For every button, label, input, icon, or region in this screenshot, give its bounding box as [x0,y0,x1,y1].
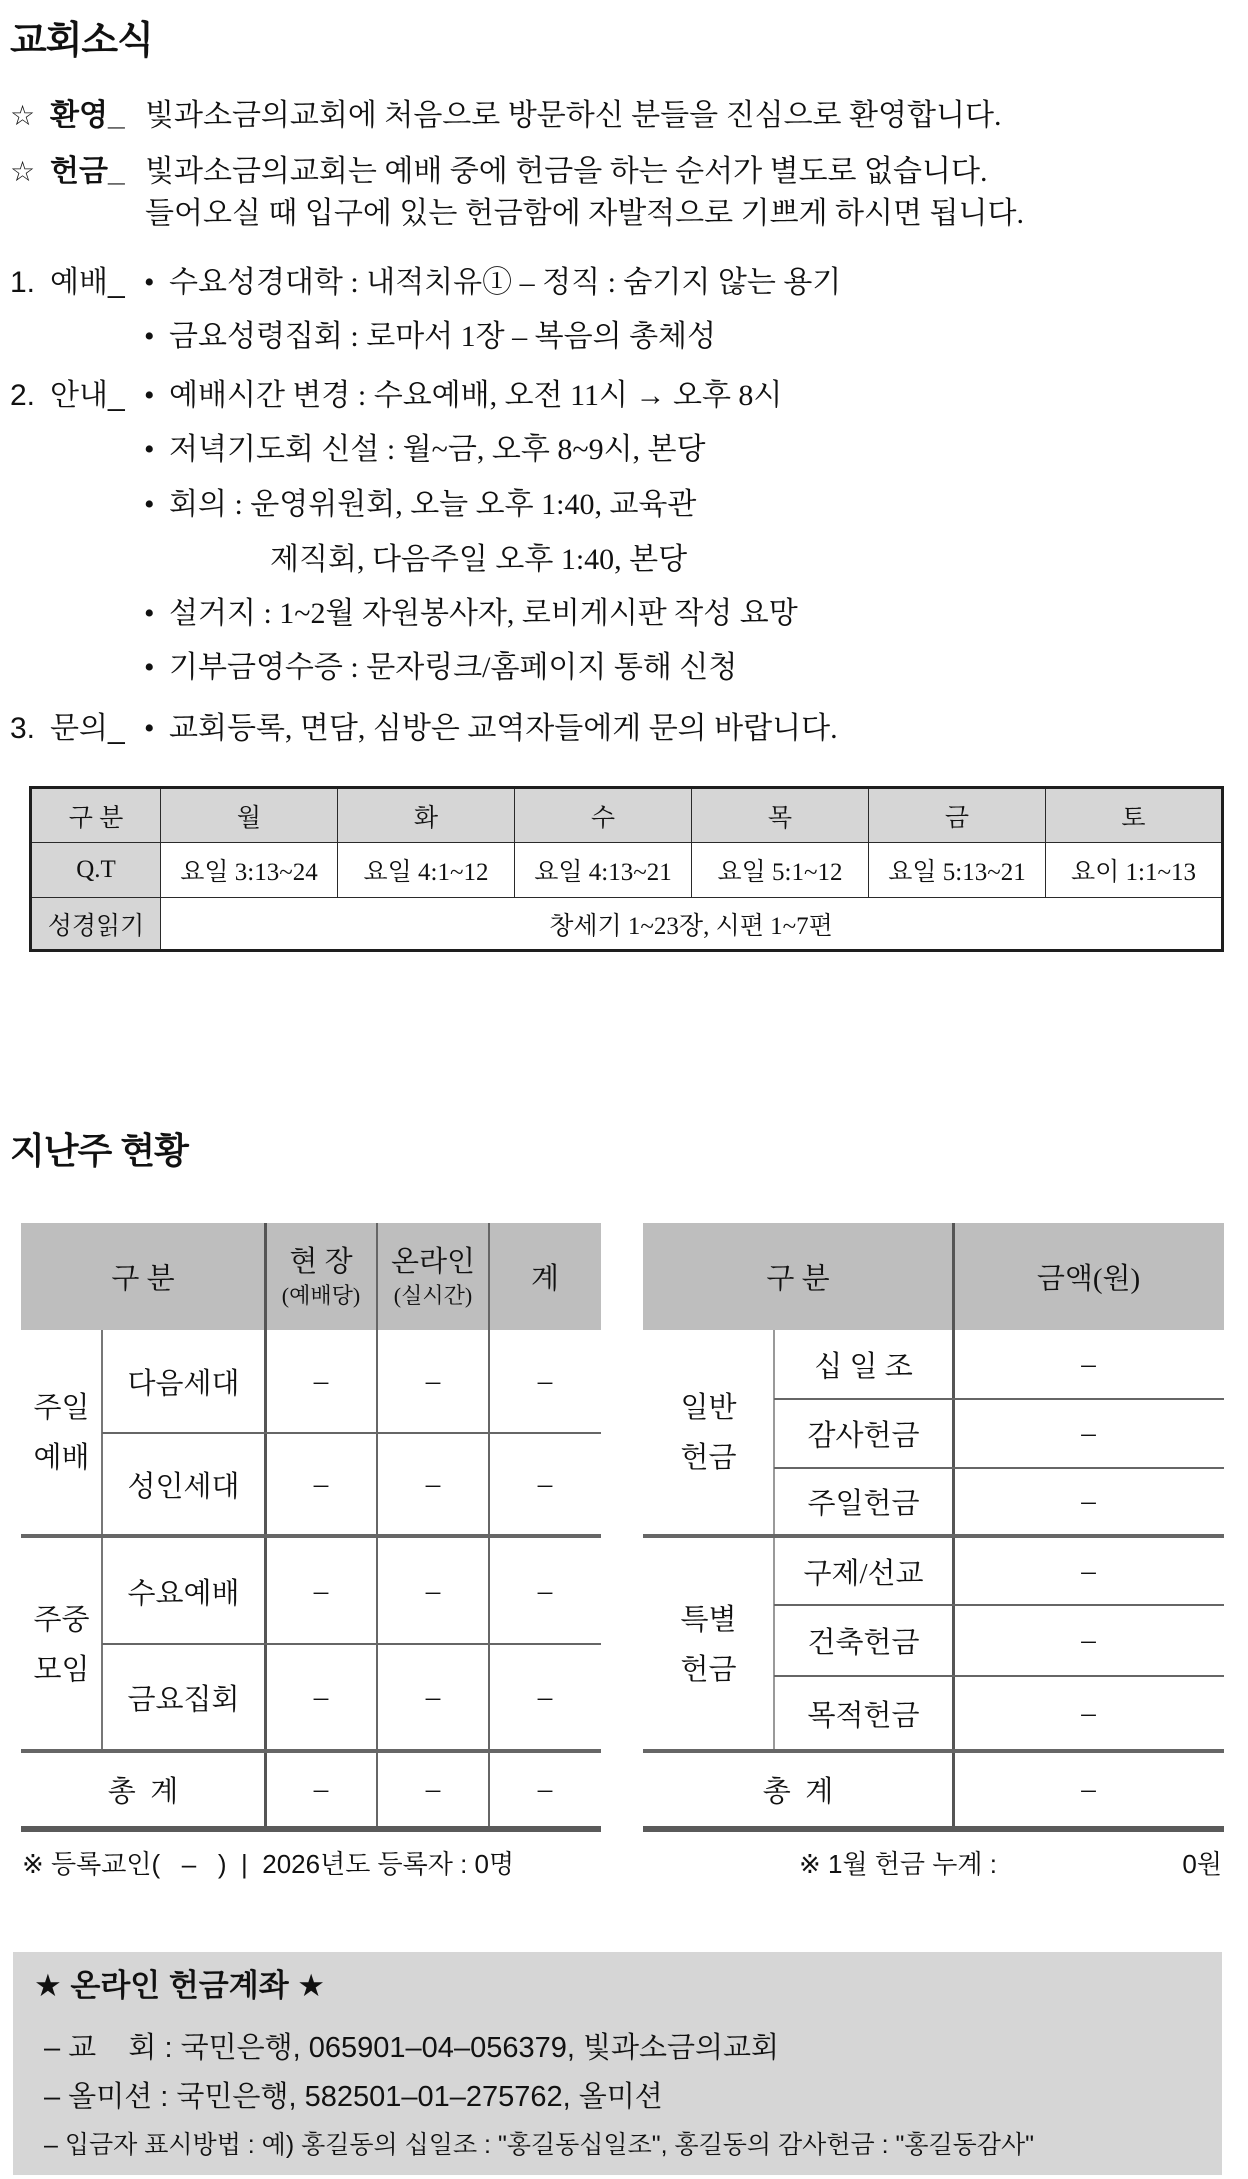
inquiry-item: 교회등록, 면담, 심방은 교역자들에게 문의 바랍니다. [169,712,838,745]
section-label-worship: 예배_ [50,266,125,299]
attendance-grand-total-online: – [425,1773,441,1805]
attendance-row-label: 금요집회 [127,1683,240,1716]
qt-cell-sat: 요이 1:1~13 [1046,843,1223,898]
qt-header-fri: 금 [869,788,1046,843]
worship-item: 금요성령집회 : 로마서 1장 – 복음의 총체성 [169,320,717,353]
offering-amount: – [1081,1696,1096,1729]
attendance-cell-total: – [537,1574,553,1607]
notice-item: 설거지 : 1~2월 자원봉사자, 로비게시판 작성 요망 [169,597,798,630]
attendance-cell-online: – [425,1574,441,1607]
bullet-icon: • [144,712,155,745]
qt-cell-mon: 요일 3:13~24 [161,843,338,898]
qt-header-tue: 화 [338,788,515,843]
table-rule [21,1826,601,1832]
group-label-line: 헌금 [680,1653,737,1686]
qt-row [31,843,1223,898]
offerings-header-amount: 금액(원) [1036,1263,1141,1295]
attendance-header-category: 구 분 [111,1263,175,1295]
offerings-grand-total-label: 총 계 [762,1776,834,1808]
bible-reading-label: 성경읽기 [31,898,161,951]
bullet-icon: • [144,651,155,684]
attendance-cell-online: – [425,1680,441,1713]
attendance-row-label: 수요예배 [127,1577,240,1610]
online-accounts-title: ★ 온라인 헌금계좌 ★ [34,1968,326,2003]
notice-item: 회의 : 운영위원회, 오늘 오후 1:40, 교육관 [169,488,697,521]
attendance-header-onsite [265,1223,377,1330]
monthly-offering-label: ※ 1월 헌금 누계 : [799,1849,997,1879]
offering-row-label: 건축헌금 [807,1627,920,1659]
offerings-group-special [643,1538,774,1751]
account-allmission: – 올미션 : 국민은행, 582501–01–275762, 올미션 [44,2081,663,2113]
section-label-notice: 안내_ [50,379,125,412]
offering-row-label: 구제/선교 [803,1558,924,1590]
attendance-grand-total-label: 총 계 [107,1776,179,1808]
group-label-line: 일반 [680,1392,737,1424]
online-label: 온라인 [390,1245,476,1278]
table-rule [643,1826,1224,1832]
bible-reading-value: 창세기 1~23장, 시편 1~7편 [161,898,1223,951]
offerings-group-general [643,1330,774,1536]
attendance-row-label: 다음세대 [127,1368,240,1400]
group-label-line: 주일 [33,1392,90,1424]
attendance-cell-onsite: – [313,1365,329,1397]
welcome-text: 빛과소금의교회에 처음으로 방문하신 분들을 진심으로 환영합니다. [145,99,1002,132]
offering-amount: – [1081,1348,1096,1380]
qt-header-row [31,788,1223,843]
group-label-line: 모임 [33,1653,90,1686]
attendance-cell-onsite: – [313,1468,329,1500]
worship-item: 수요성경대학 : 내적치유① – 정직 : 숨기지 않는 용기 [169,266,842,299]
attendance-grand-total-onsite: – [313,1773,329,1805]
offering-text-line-1: 빛과소금의교회는 예배 중에 헌금을 하는 순서가 별도로 없습니다. [145,155,988,188]
account-church: – 교 회 : 국민은행, 065901–04–056379, 빛과소금의교회 [44,2032,780,2064]
offering-label: 헌금_ [50,155,125,188]
bullet-icon: • [144,488,155,521]
attendance-group-sunday [21,1330,102,1536]
section-number: 1. [10,266,36,299]
section-number: 2. [10,379,36,412]
offering-row-label: 목적헌금 [807,1699,920,1732]
attendance-row-label: 성인세대 [127,1471,240,1503]
notice-item: 저녁기도회 신설 : 월~금, 오후 8~9시, 본당 [169,433,706,466]
qt-header-category: 구 분 [31,788,161,843]
qt-header-sat: 토 [1046,788,1223,843]
depositor-name-guide: – 입금자 표시방법 : 예) 홍길동의 십일조 : "홍길동십일조", 홍길동의 감사헌금 : "홍길동감사" [44,2131,1034,2159]
qt-header-mon: 월 [161,788,338,843]
offerings-header-category: 구 분 [766,1263,830,1295]
attendance-cell-total: – [537,1468,553,1500]
welcome-label: 환영_ [50,99,125,132]
qt-header-wed: 수 [515,788,692,843]
online-sublabel: (실시간) [393,1282,473,1308]
onsite-sublabel: (예배당) [281,1282,361,1308]
attendance-header-total: 계 [530,1263,559,1295]
attendance-cell-onsite: – [313,1680,329,1713]
star-outline-icon: ☆ [10,100,36,131]
onsite-label: 현 장 [289,1245,353,1278]
monthly-offering-value: 0원 [1182,1849,1222,1879]
group-label-line: 주중 [33,1603,90,1636]
attendance-cell-onsite: – [313,1574,329,1607]
section-label-inquiry: 문의_ [50,712,125,745]
attendance-cell-online: – [425,1468,441,1500]
offering-row-label: 십 일 조 [814,1351,913,1383]
qt-cell-fri: 요일 5:13~21 [869,843,1046,898]
registration-footnote: ※ 등록교인( – ) | 2026년도 등록자 : 0명 [22,1849,515,1879]
offering-amount: – [1081,1485,1096,1517]
qt-row-label: Q.T [31,843,161,898]
offering-amount: – [1081,1555,1096,1587]
bullet-icon: • [144,597,155,630]
status-title: 지난주 현황 [10,1130,188,1171]
offering-row-label: 주일헌금 [807,1488,920,1520]
qt-cell-wed: 요일 4:13~21 [515,843,692,898]
group-label-line: 특별 [680,1603,737,1636]
attendance-cell-total: – [537,1365,553,1397]
attendance-grand-total-total: – [537,1773,553,1805]
group-label-line: 예배 [33,1442,90,1474]
bullet-icon: • [144,379,155,412]
qt-schedule-table [29,786,1224,952]
notice-item-continuation: 제직회, 다음주일 오후 1:40, 본당 [270,543,688,576]
notice-item: 예배시간 변경 : 수요예배, 오전 11시 → 오후 8시 [169,379,783,412]
offering-amount: – [1081,1624,1096,1656]
qt-cell-tue: 요일 4:1~12 [338,843,515,898]
bullet-icon: • [144,266,155,299]
offerings-grand-total-amount: – [1081,1773,1096,1805]
offering-row-label: 감사헌금 [807,1420,920,1452]
attendance-cell-total: – [537,1680,553,1713]
attendance-cell-online: – [425,1365,441,1397]
news-title: 교회소식 [10,20,153,62]
offering-amount: – [1081,1417,1096,1449]
attendance-group-weekday [21,1538,102,1751]
bullet-icon: • [144,320,155,353]
offering-text-line-2: 들어오실 때 입구에 있는 헌금함에 자발적으로 기쁘게 하시면 됩니다. [145,197,1024,230]
bible-reading-row [31,898,1223,951]
qt-cell-thu: 요일 5:1~12 [692,843,869,898]
qt-header-thu: 목 [692,788,869,843]
section-number: 3. [10,712,36,745]
bullet-icon: • [144,433,155,466]
group-label-line: 헌금 [680,1442,737,1474]
star-outline-icon: ☆ [10,156,36,187]
notice-item: 기부금영수증 : 문자링크/홈페이지 통해 신청 [169,651,738,684]
attendance-header-online [377,1223,489,1330]
